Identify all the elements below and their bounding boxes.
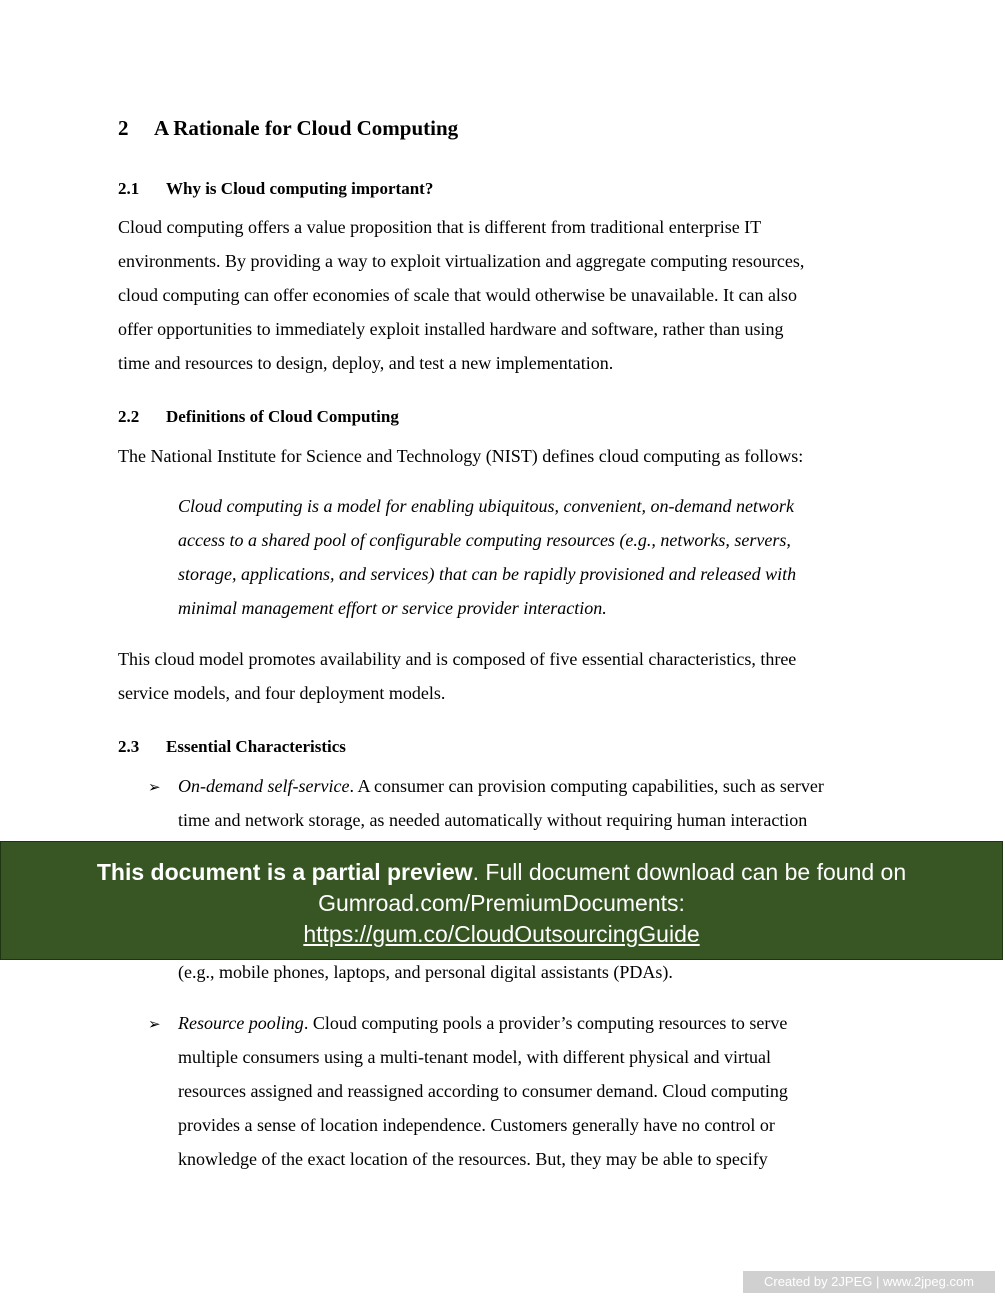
watermark: Created by 2JPEG | www.2jpeg.com xyxy=(743,1271,995,1293)
section-title: A Rationale for Cloud Computing xyxy=(154,116,459,140)
bullet-text: . A consumer can provision computing capabilities, such as server xyxy=(349,776,824,796)
banner-bold-text: This document is a partial preview xyxy=(96,859,473,885)
section-heading xyxy=(118,116,458,141)
quote-line: access to a shared pool of configurable computing resources (e.g., networks, servers, xyxy=(178,530,791,550)
paragraph-line: environments. By providing a way to exploit virtualization and aggregate computing resources, xyxy=(118,251,805,271)
banner-line-1 xyxy=(1,857,1002,888)
quote-line: Cloud computing is a model for enabling ubiquitous, convenient, on-demand network xyxy=(178,496,794,516)
subsection-heading-2-1 xyxy=(118,179,433,199)
paragraph-line: The National Institute for Science and Technology (NIST) defines cloud computing as follows: xyxy=(118,446,804,466)
subsection-number: 2.1 xyxy=(118,179,140,198)
download-link[interactable]: https://gum.co/CloudOutsourcingGuide xyxy=(303,921,700,947)
subsection-number: 2.2 xyxy=(118,407,140,426)
paragraph-line: Cloud computing offers a value proposition that is different from traditional enterprise IT xyxy=(118,217,762,237)
bullet-line xyxy=(178,776,824,797)
preview-banner xyxy=(0,841,1003,960)
bullet-text: . Cloud computing pools a provider’s computing resources to serve xyxy=(303,1013,788,1033)
bullet-line: (e.g., mobile phones, laptops, and personal digital assistants (PDAs). xyxy=(178,962,673,982)
section-number: 2 xyxy=(118,116,129,140)
banner-text: . Full document download can be found on xyxy=(472,859,907,885)
paragraph-line: offer opportunities to immediately exploit installed hardware and software, rather than using xyxy=(118,319,784,339)
bullet-line: knowledge of the exact location of the resources. But, they may be able to specify xyxy=(178,1149,768,1169)
banner-line-2: Gumroad.com/PremiumDocuments: xyxy=(318,890,685,916)
bullet-line: resources assigned and reassigned according to consumer demand. Cloud computing xyxy=(178,1081,788,1101)
paragraph-line: This cloud model promotes availability and is composed of five essential characteristics, three xyxy=(118,649,797,669)
paragraph-line: cloud computing can offer economies of scale that would otherwise be unavailable. It can also xyxy=(118,285,797,305)
paragraph-line: time and resources to design, deploy, and test a new implementation. xyxy=(118,353,614,373)
quote-line: storage, applications, and services) that can be rapidly provisioned and released with xyxy=(178,564,797,584)
bullet-arrow-icon: ➢ xyxy=(148,1017,161,1033)
bullet-term: Resource pooling xyxy=(178,1013,304,1033)
bullet-line: time and network storage, as needed automatically without requiring human interaction xyxy=(178,810,808,830)
paragraph-line: service models, and four deployment models. xyxy=(118,683,446,703)
subsection-heading-2-3 xyxy=(118,737,346,757)
bullet-line: multiple consumers using a multi-tenant model, with different physical and virtual xyxy=(178,1047,772,1067)
subsection-title: Definitions of Cloud Computing xyxy=(166,407,399,426)
subsection-title: Essential Characteristics xyxy=(166,737,346,756)
bullet-line: provides a sense of location independence. Customers generally have no control or xyxy=(178,1115,775,1135)
subsection-title: Why is Cloud computing important? xyxy=(166,179,434,198)
quote-line: minimal management effort or service provider interaction. xyxy=(178,598,607,618)
bullet-line xyxy=(178,1013,787,1034)
subsection-heading-2-2 xyxy=(118,407,399,427)
subsection-number: 2.3 xyxy=(118,737,140,756)
bullet-arrow-icon: ➢ xyxy=(148,780,161,796)
bullet-term: On-demand self-service xyxy=(178,776,350,796)
